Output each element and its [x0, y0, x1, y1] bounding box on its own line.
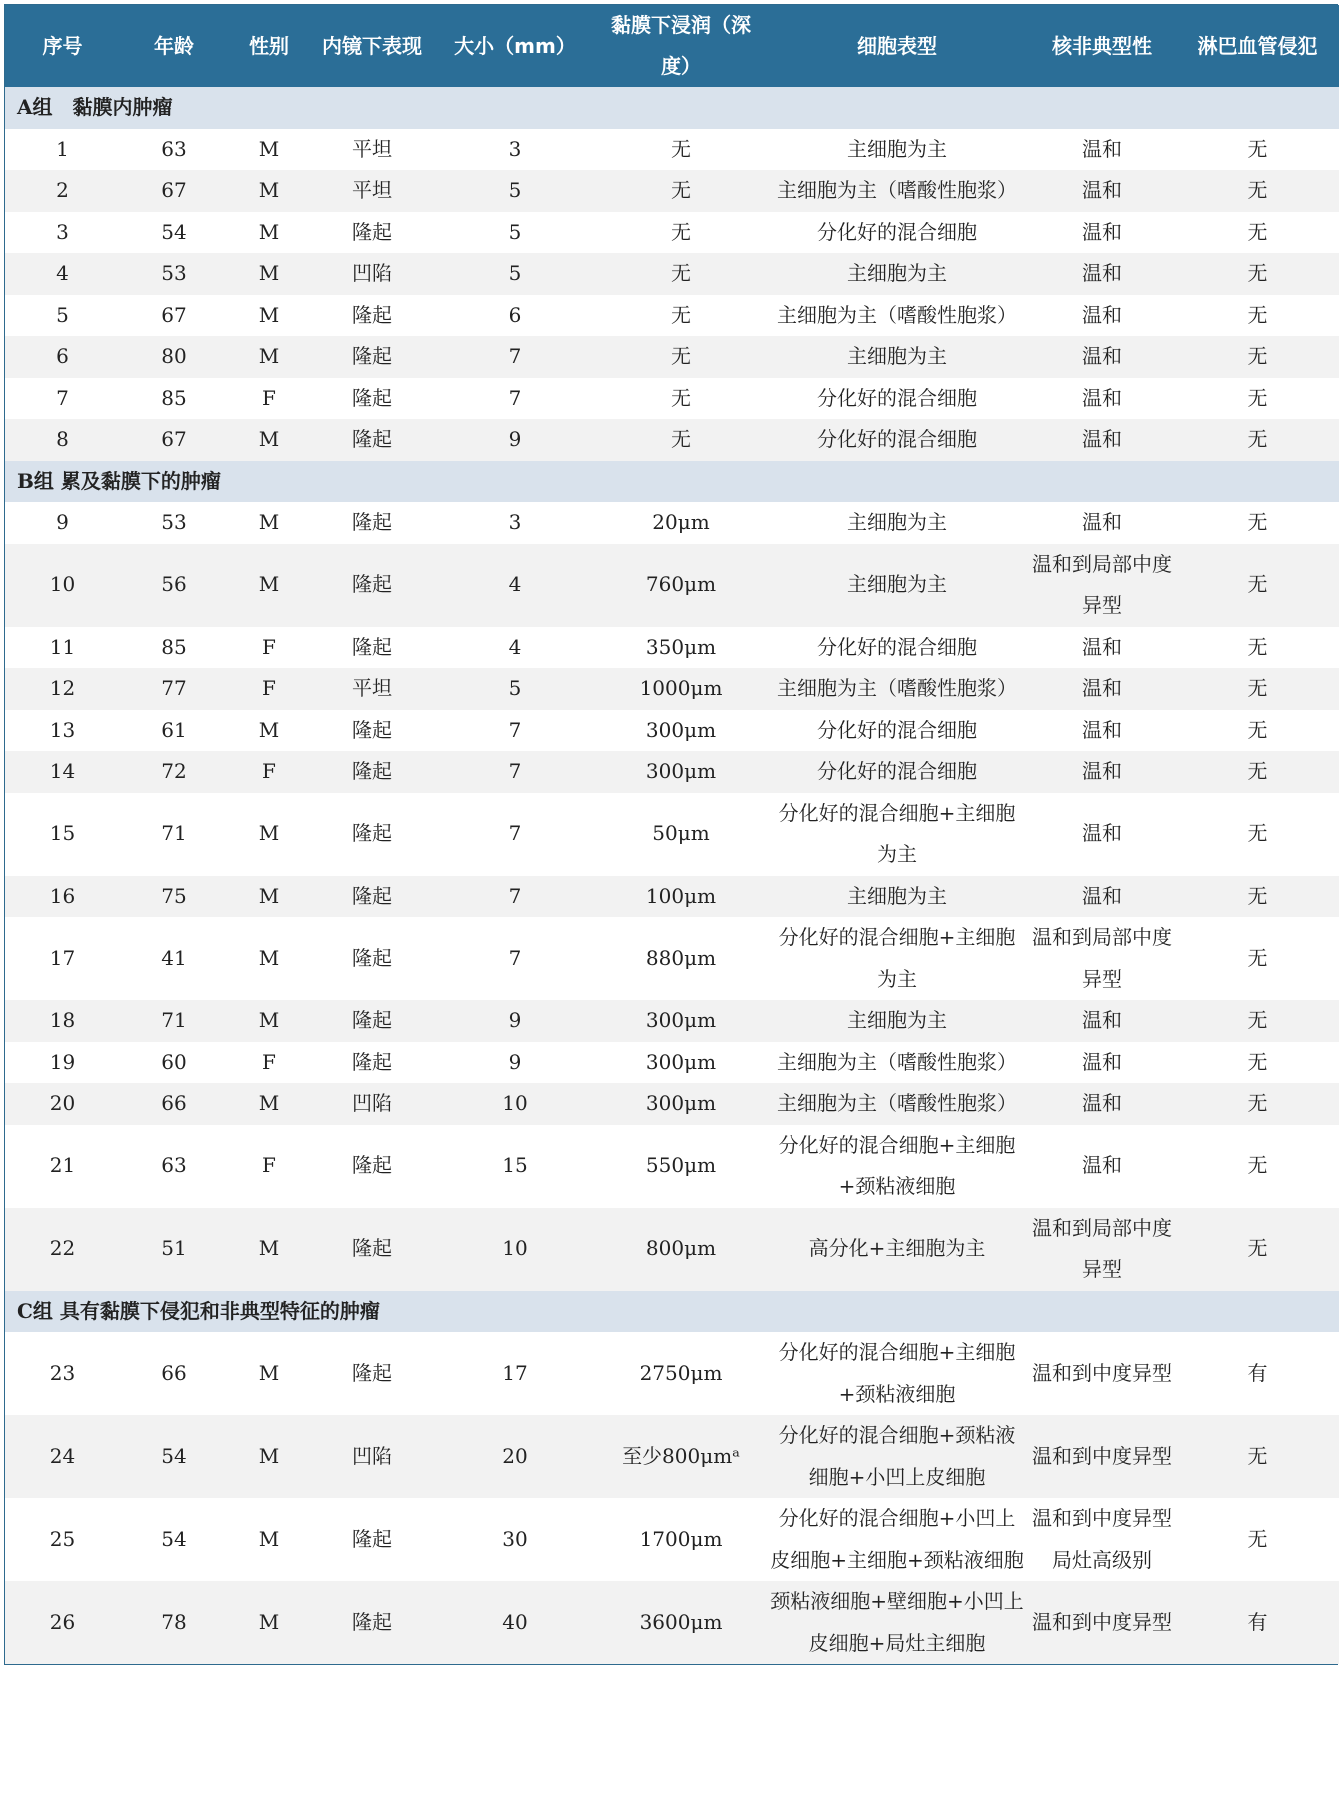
table-cell: 主细胞为主（嗜酸性胞浆）	[766, 295, 1028, 337]
table-cell: 25	[5, 1498, 120, 1581]
table-cell: 20	[5, 1083, 120, 1125]
table-cell: 高分化+主细胞为主	[766, 1208, 1028, 1291]
table-cell: M	[228, 876, 310, 918]
table-cell: 分化好的混合细胞+主细胞为主	[766, 793, 1028, 876]
table-cell: 主细胞为主	[766, 336, 1028, 378]
table-cell: 无	[1176, 627, 1339, 669]
table-row	[5, 253, 1339, 295]
table-row	[5, 1125, 1339, 1208]
table-cell: 凹陷	[310, 1083, 434, 1125]
table-row	[5, 129, 1339, 171]
table-cell: 3	[5, 212, 120, 254]
table-cell: 隆起	[310, 544, 434, 627]
table-row	[5, 1498, 1339, 1581]
table-cell: F	[228, 627, 310, 669]
table-cell: 分化好的混合细胞	[766, 751, 1028, 793]
table-cell: 300μm	[596, 751, 766, 793]
table-cell: 温和到局部中度异型	[1028, 544, 1176, 627]
table-cell: M	[228, 1000, 310, 1042]
table-cell: 77	[120, 668, 228, 710]
header-cell: 黏膜下浸润（深度）	[596, 5, 766, 87]
table-cell: 温和	[1028, 129, 1176, 171]
group-header-row	[5, 87, 1339, 129]
table-cell: 分化好的混合细胞+主细胞+颈粘液细胞	[766, 1125, 1028, 1208]
table-cell: 平坦	[310, 170, 434, 212]
table-cell: 54	[120, 212, 228, 254]
table-cell: 19	[5, 1042, 120, 1084]
table-cell: 53	[120, 502, 228, 544]
table-cell: 分化好的混合细胞	[766, 627, 1028, 669]
table-cell: 隆起	[310, 1000, 434, 1042]
table-row	[5, 419, 1339, 461]
table-cell: M	[228, 212, 310, 254]
table-cell: 隆起	[310, 1042, 434, 1084]
table-cell: 51	[120, 1208, 228, 1291]
table-row	[5, 1000, 1339, 1042]
table-row	[5, 1332, 1339, 1415]
table-cell: 温和	[1028, 1042, 1176, 1084]
table-cell: 无	[1176, 253, 1339, 295]
table-cell: 隆起	[310, 751, 434, 793]
table-row	[5, 336, 1339, 378]
table-cell: 17	[434, 1332, 596, 1415]
table-cell: 无	[1176, 295, 1339, 337]
table-cell: 隆起	[310, 876, 434, 918]
table-cell: 1700μm	[596, 1498, 766, 1581]
table-cell: M	[228, 1581, 310, 1664]
table-cell: 主细胞为主（嗜酸性胞浆）	[766, 668, 1028, 710]
header-cell: 内镜下表现	[310, 5, 434, 87]
table-cell: 无	[1176, 1415, 1339, 1498]
table-cell: 无	[1176, 212, 1339, 254]
table-row	[5, 627, 1339, 669]
table-cell: 14	[5, 751, 120, 793]
table-cell: 温和	[1028, 253, 1176, 295]
group-title: C组 具有黏膜下侵犯和非典型特征的肿瘤	[5, 1291, 1339, 1333]
table-cell: 温和到中度异型	[1028, 1415, 1176, 1498]
table-cell: 无	[1176, 378, 1339, 420]
table-cell: 350μm	[596, 627, 766, 669]
table-cell: 56	[120, 544, 228, 627]
table-cell: 66	[120, 1083, 228, 1125]
table-cell: 隆起	[310, 793, 434, 876]
table-cell: 分化好的混合细胞	[766, 212, 1028, 254]
table-cell: 无	[1176, 1498, 1339, 1581]
table-cell: 无	[596, 129, 766, 171]
table-cell: 主细胞为主（嗜酸性胞浆）	[766, 1042, 1028, 1084]
table-cell: 54	[120, 1498, 228, 1581]
table-cell: 分化好的混合细胞	[766, 378, 1028, 420]
header-cell: 大小（mm）	[434, 5, 596, 87]
table-cell: 9	[434, 1000, 596, 1042]
table-cell: 分化好的混合细胞+颈粘液细胞+小凹上皮细胞	[766, 1415, 1028, 1498]
table-cell: 85	[120, 378, 228, 420]
table-cell: 7	[434, 917, 596, 1000]
table-cell: 温和	[1028, 1083, 1176, 1125]
table-row	[5, 170, 1339, 212]
table-cell: 80	[120, 336, 228, 378]
table-cell: 4	[434, 627, 596, 669]
table-cell: 无	[596, 378, 766, 420]
table-cell: 22	[5, 1208, 120, 1291]
table-cell: 无	[596, 336, 766, 378]
table-cell: 主细胞为主	[766, 876, 1028, 918]
table-cell: 10	[434, 1208, 596, 1291]
table-row	[5, 1415, 1339, 1498]
table-row	[5, 668, 1339, 710]
table-cell: F	[228, 668, 310, 710]
table-cell: 温和	[1028, 170, 1176, 212]
table-cell: 无	[1176, 170, 1339, 212]
group-title: B组 累及黏膜下的肿瘤	[5, 461, 1339, 503]
table-row	[5, 793, 1339, 876]
table-cell: 66	[120, 1332, 228, 1415]
table-cell: 54	[120, 1415, 228, 1498]
table-cell: 隆起	[310, 295, 434, 337]
table-cell: 温和到中度异型	[1028, 1581, 1176, 1664]
table-row	[5, 1083, 1339, 1125]
table-cell: M	[228, 710, 310, 752]
table-cell: 隆起	[310, 336, 434, 378]
table-cell: 300μm	[596, 1000, 766, 1042]
table-cell: F	[228, 378, 310, 420]
table-cell: 无	[1176, 502, 1339, 544]
header-row	[5, 5, 1339, 87]
table-cell: 53	[120, 253, 228, 295]
table-cell: 无	[1176, 1083, 1339, 1125]
table-cell: 63	[120, 1125, 228, 1208]
table-cell: 15	[434, 1125, 596, 1208]
table-cell: 550μm	[596, 1125, 766, 1208]
group-header-row	[5, 461, 1339, 503]
table-cell: 颈粘液细胞+壁细胞+小凹上皮细胞+局灶主细胞	[766, 1581, 1028, 1664]
table-cell: 无	[596, 253, 766, 295]
table-cell: M	[228, 1083, 310, 1125]
table-cell: 隆起	[310, 1332, 434, 1415]
table-cell: 60	[120, 1042, 228, 1084]
table-cell: 15	[5, 793, 120, 876]
table-cell: 26	[5, 1581, 120, 1664]
table-cell: M	[228, 336, 310, 378]
table-cell: 分化好的混合细胞+主细胞+颈粘液细胞	[766, 1332, 1028, 1415]
data-table	[5, 5, 1339, 1664]
table-cell: 无	[1176, 129, 1339, 171]
table-cell: 温和到局部中度异型	[1028, 1208, 1176, 1291]
table-cell: 隆起	[310, 378, 434, 420]
table-cell: 5	[434, 668, 596, 710]
table-cell: 10	[434, 1083, 596, 1125]
header-cell: 核非典型性	[1028, 5, 1176, 87]
table-cell: 85	[120, 627, 228, 669]
table-cell: 8	[5, 419, 120, 461]
table-body	[5, 87, 1339, 1664]
table-cell: 温和	[1028, 751, 1176, 793]
table-cell: 20	[434, 1415, 596, 1498]
table-cell: 主细胞为主（嗜酸性胞浆）	[766, 170, 1028, 212]
table-row	[5, 751, 1339, 793]
table-cell: 7	[434, 710, 596, 752]
table-cell: 50μm	[596, 793, 766, 876]
table-cell: 温和	[1028, 1125, 1176, 1208]
table-cell: 无	[596, 419, 766, 461]
table-cell: 主细胞为主	[766, 544, 1028, 627]
group-title: A组 黏膜内肿瘤	[5, 87, 1339, 129]
header-cell: 年龄	[120, 5, 228, 87]
table-cell: 300μm	[596, 710, 766, 752]
table-cell: M	[228, 295, 310, 337]
table-cell: M	[228, 253, 310, 295]
table-cell: 300μm	[596, 1042, 766, 1084]
table-cell: 760μm	[596, 544, 766, 627]
table-cell: M	[228, 793, 310, 876]
table-cell: 67	[120, 295, 228, 337]
table-cell: 71	[120, 1000, 228, 1042]
table-cell: 隆起	[310, 502, 434, 544]
table-cell: 3	[434, 129, 596, 171]
table-row	[5, 1581, 1339, 1664]
table-cell: 10	[5, 544, 120, 627]
table-cell: 4	[5, 253, 120, 295]
header-cell: 序号	[5, 5, 120, 87]
group-header-row	[5, 1291, 1339, 1333]
table-cell: 41	[120, 917, 228, 1000]
table-cell: 7	[434, 793, 596, 876]
table-cell: 7	[434, 378, 596, 420]
table-row	[5, 1208, 1339, 1291]
table-cell: 9	[5, 502, 120, 544]
table-cell: 有	[1176, 1332, 1339, 1415]
table-cell: 平坦	[310, 668, 434, 710]
table-row	[5, 212, 1339, 254]
table-cell: 分化好的混合细胞	[766, 710, 1028, 752]
header-cell: 淋巴血管侵犯	[1176, 5, 1339, 87]
table-cell: 无	[1176, 419, 1339, 461]
table-cell: 温和	[1028, 793, 1176, 876]
table-cell: 800μm	[596, 1208, 766, 1291]
table-cell: 主细胞为主（嗜酸性胞浆）	[766, 1083, 1028, 1125]
table-cell: 温和	[1028, 1000, 1176, 1042]
table-cell: 3600μm	[596, 1581, 766, 1664]
table-cell: 温和到中度异型局灶高级别	[1028, 1498, 1176, 1581]
table-cell: 隆起	[310, 917, 434, 1000]
table-row	[5, 876, 1339, 918]
header-cell: 性别	[228, 5, 310, 87]
table-cell: 4	[434, 544, 596, 627]
table-cell: 7	[434, 336, 596, 378]
table-cell: 880μm	[596, 917, 766, 1000]
table-cell: 温和	[1028, 502, 1176, 544]
table-cell: 6	[5, 336, 120, 378]
table-cell: 18	[5, 1000, 120, 1042]
table-container	[4, 4, 1338, 1665]
table-cell: 温和	[1028, 710, 1176, 752]
table-row	[5, 502, 1339, 544]
table-cell: 无	[596, 170, 766, 212]
table-cell: 温和	[1028, 876, 1176, 918]
table-cell: 12	[5, 668, 120, 710]
table-cell: 5	[5, 295, 120, 337]
table-cell: M	[228, 502, 310, 544]
table-cell: 3	[434, 502, 596, 544]
table-row	[5, 710, 1339, 752]
table-cell: 6	[434, 295, 596, 337]
table-cell: 78	[120, 1581, 228, 1664]
table-cell: F	[228, 1125, 310, 1208]
table-cell: 分化好的混合细胞+主细胞为主	[766, 917, 1028, 1000]
table-cell: 7	[5, 378, 120, 420]
table-cell: 主细胞为主	[766, 502, 1028, 544]
table-cell: 温和	[1028, 295, 1176, 337]
table-cell: 无	[1176, 710, 1339, 752]
table-row	[5, 917, 1339, 1000]
table-cell: M	[228, 1498, 310, 1581]
table-row	[5, 295, 1339, 337]
table-cell: 隆起	[310, 419, 434, 461]
table-cell: 温和	[1028, 419, 1176, 461]
table-cell: 1000μm	[596, 668, 766, 710]
table-cell: M	[228, 544, 310, 627]
table-cell: 16	[5, 876, 120, 918]
table-cell: 无	[1176, 876, 1339, 918]
table-cell: 隆起	[310, 212, 434, 254]
table-cell: 温和	[1028, 378, 1176, 420]
table-cell: 61	[120, 710, 228, 752]
table-row	[5, 378, 1339, 420]
table-cell: 分化好的混合细胞+小凹上皮细胞+主细胞+颈粘液细胞	[766, 1498, 1028, 1581]
table-cell: 温和到中度异型	[1028, 1332, 1176, 1415]
table-cell: 温和	[1028, 668, 1176, 710]
table-cell: 分化好的混合细胞	[766, 419, 1028, 461]
table-cell: 主细胞为主	[766, 129, 1028, 171]
table-cell: 5	[434, 253, 596, 295]
table-cell: 20μm	[596, 502, 766, 544]
table-cell: 凹陷	[310, 1415, 434, 1498]
table-cell: 至少800μmᵃ	[596, 1415, 766, 1498]
table-cell: 无	[596, 295, 766, 337]
table-cell: M	[228, 129, 310, 171]
table-cell: 隆起	[310, 1581, 434, 1664]
table-cell: 21	[5, 1125, 120, 1208]
table-cell: 40	[434, 1581, 596, 1664]
table-cell: 无	[1176, 1125, 1339, 1208]
table-cell: 5	[434, 212, 596, 254]
table-cell: 100μm	[596, 876, 766, 918]
table-cell: M	[228, 917, 310, 1000]
table-cell: M	[228, 1415, 310, 1498]
table-cell: 24	[5, 1415, 120, 1498]
table-cell: M	[228, 170, 310, 212]
table-cell: 30	[434, 1498, 596, 1581]
table-cell: 71	[120, 793, 228, 876]
table-cell: 温和	[1028, 212, 1176, 254]
table-cell: 63	[120, 129, 228, 171]
table-cell: 隆起	[310, 710, 434, 752]
table-cell: 75	[120, 876, 228, 918]
table-cell: 2	[5, 170, 120, 212]
table-cell: 13	[5, 710, 120, 752]
table-cell: 11	[5, 627, 120, 669]
table-cell: F	[228, 1042, 310, 1084]
table-cell: 7	[434, 751, 596, 793]
table-cell: 无	[1176, 668, 1339, 710]
table-cell: 有	[1176, 1581, 1339, 1664]
table-cell: 凹陷	[310, 253, 434, 295]
table-cell: 隆起	[310, 1125, 434, 1208]
table-cell: 无	[1176, 793, 1339, 876]
header-cell: 细胞表型	[766, 5, 1028, 87]
table-cell: 无	[1176, 751, 1339, 793]
table-row	[5, 1042, 1339, 1084]
table-row	[5, 544, 1339, 627]
table-cell: 无	[1176, 1042, 1339, 1084]
table-cell: 67	[120, 419, 228, 461]
table-cell: 17	[5, 917, 120, 1000]
table-cell: 无	[1176, 336, 1339, 378]
table-cell: 主细胞为主	[766, 1000, 1028, 1042]
table-cell: M	[228, 1332, 310, 1415]
table-cell: 9	[434, 1042, 596, 1084]
table-cell: 隆起	[310, 1498, 434, 1581]
table-cell: 67	[120, 170, 228, 212]
table-cell: M	[228, 1208, 310, 1291]
table-cell: 温和	[1028, 336, 1176, 378]
table-cell: 1	[5, 129, 120, 171]
table-cell: 隆起	[310, 627, 434, 669]
table-cell: M	[228, 419, 310, 461]
table-cell: 无	[1176, 1208, 1339, 1291]
table-cell: 温和到局部中度异型	[1028, 917, 1176, 1000]
table-cell: F	[228, 751, 310, 793]
table-cell: 9	[434, 419, 596, 461]
table-cell: 72	[120, 751, 228, 793]
table-cell: 7	[434, 876, 596, 918]
table-cell: 隆起	[310, 1208, 434, 1291]
table-cell: 2750μm	[596, 1332, 766, 1415]
table-cell: 主细胞为主	[766, 253, 1028, 295]
table-cell: 无	[1176, 1000, 1339, 1042]
table-cell: 平坦	[310, 129, 434, 171]
table-cell: 温和	[1028, 627, 1176, 669]
table-cell: 无	[1176, 917, 1339, 1000]
table-cell: 无	[1176, 544, 1339, 627]
table-cell: 23	[5, 1332, 120, 1415]
table-cell: 300μm	[596, 1083, 766, 1125]
table-cell: 无	[596, 212, 766, 254]
table-cell: 5	[434, 170, 596, 212]
